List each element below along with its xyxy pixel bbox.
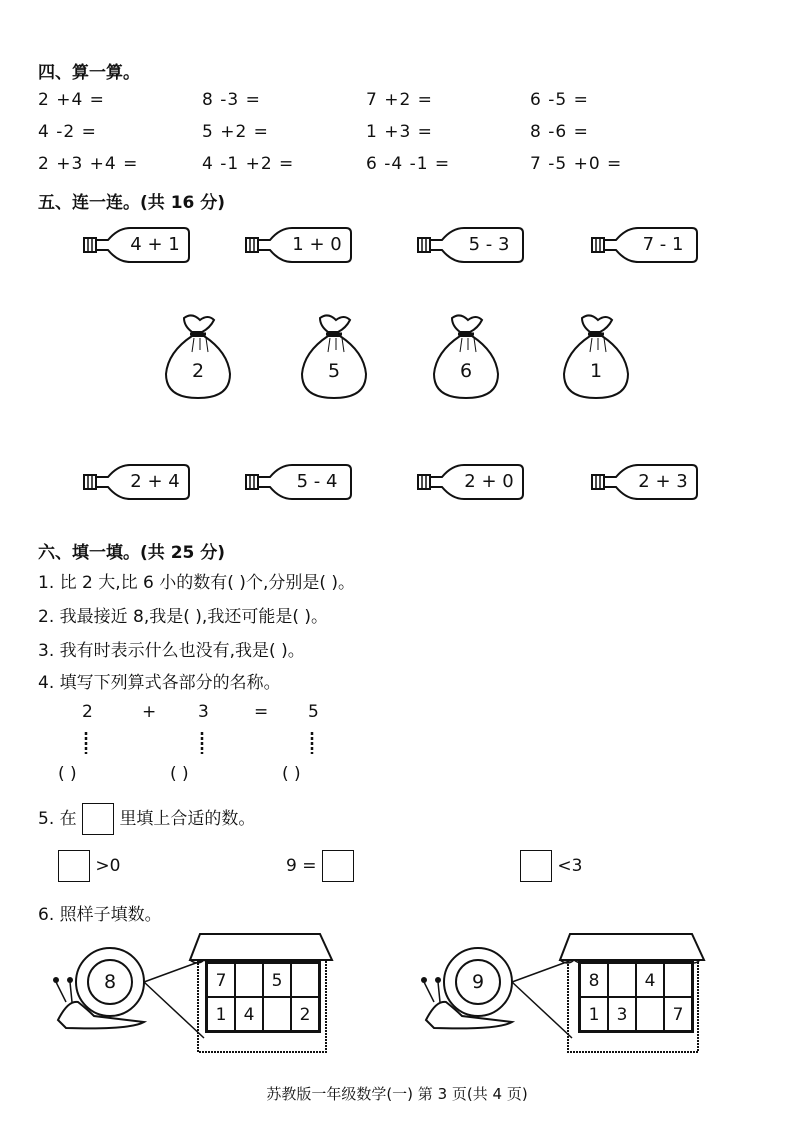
grid-cell[interactable]	[263, 997, 291, 1031]
bottle[interactable]	[244, 225, 354, 265]
snail-number-2: 9	[471, 971, 485, 993]
bottle-label: 2 + 4	[130, 471, 180, 492]
q5-item-2	[286, 850, 354, 882]
question-5-title	[38, 803, 255, 835]
house-grid-1	[205, 961, 321, 1033]
calc-item: 7 +2 =	[366, 90, 433, 110]
question-4-title: 4. 填写下列算式各部分的名称。	[38, 673, 281, 693]
name-blank-addend2[interactable]: ( )	[170, 764, 189, 784]
question-1: 1. 比 2 大,比 6 小的数有( )个,分别是( )。	[38, 573, 356, 593]
money-bag[interactable]	[430, 312, 502, 402]
q5-title-post: 里填上合适的数。	[119, 809, 256, 829]
calc-item: 4 -2 =	[38, 122, 97, 142]
answer-box-3[interactable]	[520, 850, 552, 882]
calc-item: 8 -6 =	[530, 122, 589, 142]
calc-item: 8 -3 =	[202, 90, 261, 110]
answer-box-2[interactable]	[322, 850, 354, 882]
section6-title: 六、填一填。(共 25 分)	[38, 543, 226, 563]
grid-cell[interactable]	[608, 963, 636, 997]
expr-addend1: 2	[82, 702, 93, 722]
bag-number: 1	[589, 360, 603, 382]
grid-cell[interactable]: 4	[235, 997, 263, 1031]
bottle[interactable]	[82, 225, 192, 265]
bottle[interactable]	[416, 462, 526, 502]
bottle[interactable]	[82, 462, 192, 502]
calc-item: 5 +2 =	[202, 122, 269, 142]
grid-cell[interactable]	[636, 997, 664, 1031]
house-grid-2	[578, 961, 694, 1033]
bottle-label: 7 - 1	[642, 234, 684, 255]
bottle[interactable]	[416, 225, 526, 265]
q5-title-pre: 5. 在	[38, 809, 77, 829]
expr-plus: +	[142, 702, 157, 722]
money-bag[interactable]	[162, 312, 234, 402]
section4-title: 四、算一算。	[38, 63, 140, 83]
snail-number-1: 8	[103, 971, 117, 993]
calc-item: 6 -5 =	[530, 90, 589, 110]
expr-sum: 5	[308, 702, 319, 722]
dotted-connectors	[80, 730, 330, 756]
calc-item: 2 +4 =	[38, 90, 105, 110]
grid-cell[interactable]	[235, 963, 263, 997]
question-3: 3. 我有时表示什么也没有,我是( )。	[38, 641, 305, 661]
expr-addend2: 3	[198, 702, 209, 722]
grid-cell[interactable]: 1	[580, 997, 608, 1031]
bag-number: 2	[191, 360, 205, 382]
grid-cell[interactable]: 1	[207, 997, 235, 1031]
grid-cell[interactable]: 8	[580, 963, 608, 997]
q5-item-1-text: >0	[95, 856, 121, 876]
bottle-label: 2 + 3	[638, 471, 688, 492]
grid-cell[interactable]	[664, 963, 692, 997]
q5-item-3	[520, 850, 582, 882]
question-2: 2. 我最接近 8,我是( ),我还可能是( )。	[38, 607, 328, 627]
bottle-label: 1 + 0	[292, 234, 342, 255]
grid-cell[interactable]: 7	[664, 997, 692, 1031]
calc-item: 2 +3 +4 =	[38, 154, 139, 174]
grid-cell[interactable]	[291, 963, 319, 997]
expr-equals: =	[254, 702, 269, 722]
calc-item: 1 +3 =	[366, 122, 433, 142]
name-blank-sum[interactable]: ( )	[282, 764, 301, 784]
bottle-label: 5 - 4	[296, 471, 338, 492]
bag-number: 6	[459, 360, 473, 382]
name-blank-addend[interactable]: ( )	[58, 764, 77, 784]
question-6-title: 6. 照样子填数。	[38, 905, 162, 925]
bottle[interactable]	[590, 462, 700, 502]
q5-item-2-text: 9 =	[286, 856, 317, 876]
calc-item: 7 -5 +0 =	[530, 154, 623, 174]
box-sample	[82, 803, 114, 835]
bottle-label: 4 + 1	[130, 234, 180, 255]
bottle-label: 2 + 0	[464, 471, 514, 492]
bag-number: 5	[327, 360, 341, 382]
money-bag[interactable]	[298, 312, 370, 402]
money-bag[interactable]	[560, 312, 632, 402]
q5-item-3-text: <3	[557, 856, 583, 876]
bottle-label: 5 - 3	[468, 234, 510, 255]
answer-box-1[interactable]	[58, 850, 90, 882]
grid-cell[interactable]: 5	[263, 963, 291, 997]
section5-title: 五、连一连。(共 16 分)	[38, 193, 226, 213]
grid-cell[interactable]: 4	[636, 963, 664, 997]
grid-cell[interactable]: 2	[291, 997, 319, 1031]
grid-cell[interactable]: 3	[608, 997, 636, 1031]
page-footer: 苏教版一年级数学(一) 第 3 页(共 4 页)	[266, 1085, 528, 1103]
calc-item: 4 -1 +2 =	[202, 154, 295, 174]
calc-item: 6 -4 -1 =	[366, 154, 451, 174]
q5-item-1	[58, 850, 120, 882]
bottle[interactable]	[244, 462, 354, 502]
bottle[interactable]	[590, 225, 700, 265]
grid-cell[interactable]: 7	[207, 963, 235, 997]
